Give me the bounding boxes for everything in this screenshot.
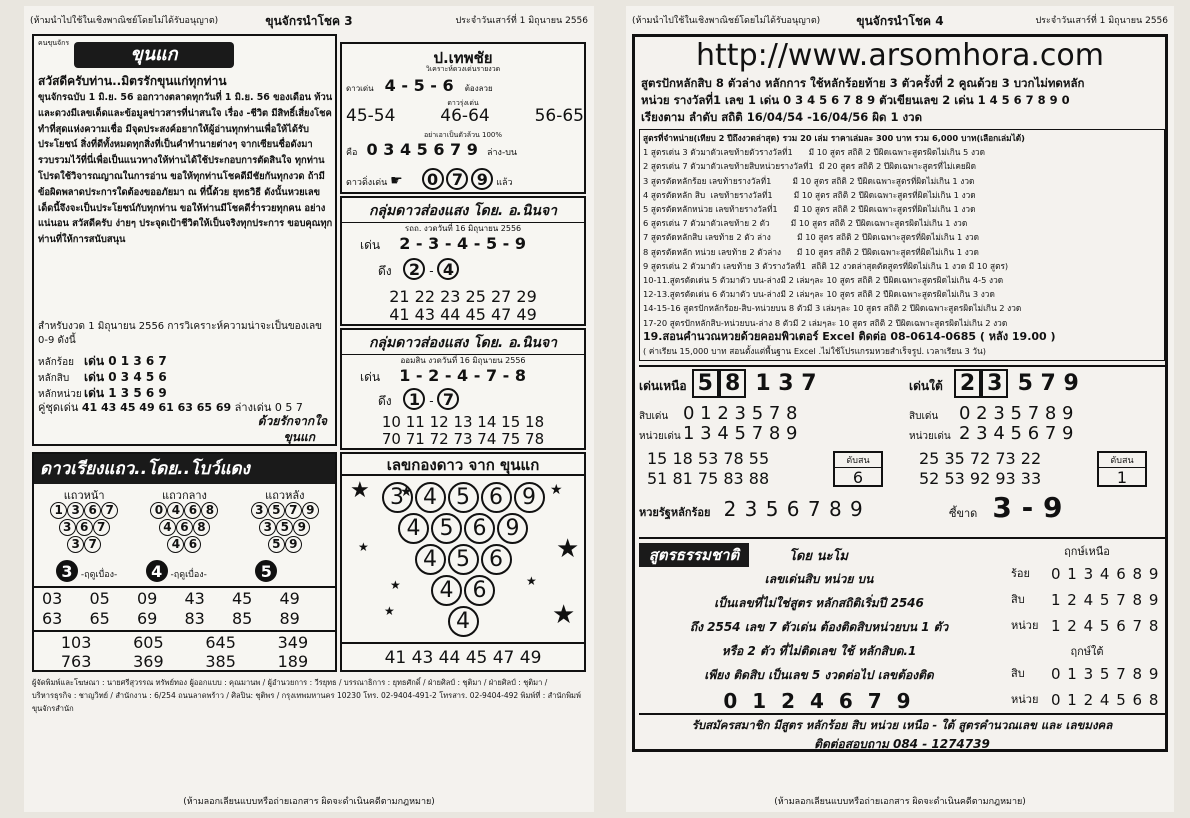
triangle-digit: 5 <box>431 513 462 544</box>
triangle-title: เลขกองดาว จาก ขุนแก <box>342 454 584 476</box>
cluster2-panel <box>340 328 586 450</box>
excel-line: 19.สอนคำนวณหวยด้วยคอมพิวเตอร์ Excel ติดต่อ 08-0614-0685 ( หลัง 19.00 ) <box>643 329 1056 343</box>
digit-circle: 3 <box>67 502 84 519</box>
triangle-digit: 9 <box>514 482 545 513</box>
cluster2-sub: ออมสิน งวดวันที่ 16 มิถุนายน 2556 <box>400 356 526 365</box>
south-pairs: 25 35 72 73 22 52 53 92 93 33 <box>919 449 1042 488</box>
row-group <box>34 502 134 558</box>
row-group <box>134 502 234 558</box>
stat-row: หลักร้อย เด่น 0 1 3 6 7 <box>38 354 167 368</box>
header-title: ขุนจักรนำโชค 4 <box>856 14 944 28</box>
three-digit-grid <box>34 630 335 672</box>
sale-item: 7 สูตรตัดหลักสิบ เลขท้าย 2 ตัว ล่าง มี 10 สูตร สถิติ 2 ปีผิดเฉพาะสูตรที่ผิดไม่เกิน 1 งวด <box>643 232 980 243</box>
grid-cell: 65 <box>89 609 110 628</box>
sale-item: 8 สูตรตัดหลัก หน่วย เลขท้าย 2 ตัวล่าง มี 10 สูตร สถิติ 2 ปีผิดเฉพาะสูตรที่ผิดไม่เกิน 1 งวด <box>643 246 979 257</box>
tepchai-panel <box>340 42 586 194</box>
stat-row: หลักหน่วย เด่น 1 3 5 6 9 <box>38 386 167 400</box>
intro-title: สวัสดีครับท่าน..มิตรรักขุนแก่ทุกท่าน <box>38 74 227 88</box>
formula-lines: สูตรปักหลักสิบ 8 ตัวล่าง หลักการ ใช้หลักร้อยท้าย 3 ตัวครั้งที่ 2 คูณด้วย 3 บวกไม่ทดหลัก หน่วย รางวัลที่1 เลข 1 เด่น 0 3 4 5 6 7 8 9 ตัวเขียนเลข 2 เด่น 1 4 5 6 7 8 9 0 เรียงตาม ลำดับ สถิติ 16/04/54 -16/04/56 ผิด 1 งวด <box>641 76 1085 124</box>
digit-circle: 6 <box>84 502 101 519</box>
tepchai-c: ดาวดิ่งเด่น ☛ 0 7 9 แล้ว <box>346 170 513 189</box>
cluster2-title: กลุ่มดาวส่องแสง โดย. อ.นินจา <box>342 332 584 355</box>
cluster1-sub: รถถ. งวดวันที่ 16 มิถุนายน 2556 <box>404 224 522 233</box>
grid-cell: 63 <box>42 609 63 628</box>
triangle-bottom: 41 43 44 45 47 49 <box>342 642 584 668</box>
header-date: ประจำวันเสาร์ที่ 1 มิถุนายน 2556 <box>455 16 588 26</box>
triangle-digit: 4 <box>415 544 446 575</box>
triangle-digit: 4 <box>448 606 479 637</box>
digit-circle: 6 <box>184 536 201 553</box>
hundreds-row: หวยรัฐหลักร้อย 2 3 5 6 7 8 9 <box>639 497 864 521</box>
triangle-digit: 6 <box>464 575 495 606</box>
naruto-panel <box>639 537 1165 713</box>
north-south-panel <box>639 365 1165 535</box>
star-icon: ★ <box>384 604 395 618</box>
stats-list <box>38 354 167 402</box>
digit-circle: 6 <box>176 519 193 536</box>
logo-caption: คนขุนจักร <box>38 39 70 47</box>
grid-cell: 05 <box>89 589 110 608</box>
naruto-by: โดย นะโม <box>789 549 848 564</box>
naruto-big: 0 1 2 4 6 7 9 <box>723 689 915 713</box>
cluster1-pair: ดึง 2 - 4 <box>378 258 459 281</box>
triangle-digit: 4 <box>431 575 462 606</box>
row-circle-groups <box>34 502 335 558</box>
side-row: สิบ 0 1 3 5 7 8 9 <box>1011 665 1160 683</box>
triangle-panel <box>340 452 586 672</box>
south-units: หน่วยเด่น 2 3 4 5 6 7 9 <box>909 423 1074 444</box>
sale-item: 9 สูตรเด่น 2 ตัวมาตัว เลขท้าย 3 ตัวรางวัลที่1 สถิติ 12 งวดล่าสุดตัดสูตรที่ผิดไม่เกิน 1 งวด มี 10 สูตร) <box>643 260 1009 271</box>
rows-banner: ดาวเรียงแถว..โดย..โบว์แดง <box>34 454 335 484</box>
triangle-digit: 4 <box>398 513 429 544</box>
khun-kae-logo: ขุนแก <box>74 42 234 68</box>
cluster2-lead: เด่น 1 - 2 - 4 - 7 - 8 <box>360 366 526 385</box>
cluster2-pair: ดึง 1 - 7 <box>378 388 459 411</box>
digit-circle: 3 <box>59 519 76 536</box>
digit-circle: 9 <box>285 536 302 553</box>
digit-circle: 4 <box>167 536 184 553</box>
star-icon: ★ <box>400 484 413 500</box>
digit-circle: 5 <box>268 502 285 519</box>
header-title: ขุนจักรนำโชค 3 <box>265 14 353 28</box>
sale-item: 12-13.สูตรตัดเด่น 6 ตัวมาตัว บน-ล่างมี 2 เล่มๆละ 10 สูตร สถิติ 2 ปีผิดเฉพาะสูตรผิดไม่เกิน 3 งวด <box>643 289 995 300</box>
cluster1-rows: 21 22 23 25 27 29 41 43 44 45 47 49 <box>389 287 537 324</box>
triangle-digit: 6 <box>481 544 512 575</box>
north-pairs: 15 18 53 78 55 51 81 75 83 88 <box>647 449 770 488</box>
digit-circle: 7 <box>101 502 118 519</box>
digit-circle: 6 <box>76 519 93 536</box>
right-page-header <box>632 10 1168 32</box>
digit-circle: 8 <box>201 502 218 519</box>
stat-row: หลักสิบ เด่น 0 3 4 5 6 <box>38 370 167 384</box>
digit-circle: 7 <box>285 502 302 519</box>
triangle-digit: 5 <box>448 544 479 575</box>
tepchai-pairs: 45-54 46-64 56-65 <box>346 106 584 126</box>
grid-cell: 03 <box>42 589 63 608</box>
grid-cell: 85 <box>232 609 253 628</box>
sale-items <box>643 145 1161 330</box>
side-row: หน่วย 1 2 4 5 6 7 8 <box>1011 617 1160 635</box>
header-notice: (ห้ามนำไปใช้ในเชิงพาณิชย์โดยไม่ได้รับอนุญาต) <box>30 16 219 26</box>
south-lead: เด่นใต้ 2 3 5 7 9 <box>909 371 1079 396</box>
digit-circle: 8 <box>193 519 210 536</box>
right-footer: (ห้ามลอกเลียนแบบหรือถ่ายเอกสาร ผิดจะดำเนินคดีตามกฎหมาย) <box>774 797 1026 807</box>
grid-cell: 605 <box>133 633 164 652</box>
side-table: ฤกษ์เหนือ ร้อย 0 1 3 4 6 8 9 สิบ 1 2 4 5 7 8 9 หน่วย 1 2 4 5 6 7 8 ฤกษ์ใต้ สิบ 0 1 3 5 7 8 9 หน่วย 0 1 2 4 5 6 8 <box>1011 543 1163 713</box>
grid-cell: 369 <box>133 652 164 671</box>
side-row: สิบ 1 2 4 5 7 8 9 <box>1011 591 1160 609</box>
sale-item: 5 สูตรตัดหลักหน่วย เลขท้ายรางวัลที่1 มี 10 สูตร สถิติ 2 ปีผิดเฉพาะสูตรที่ผิดไม่เกิน 1 งวด <box>643 204 976 215</box>
naruto-line: เพียง ติดสิบ เป็นเลข 5 งวดต่อไป เลขต้องติด <box>704 668 934 682</box>
signer: ขุนแก <box>283 430 315 444</box>
intro-panel <box>32 34 337 446</box>
star-icon: ★ <box>390 578 401 592</box>
grid-cell: 385 <box>205 652 236 671</box>
excel-note: ( ค่าเรียน 15,000 บาท สอนตั้งแต่พื้นฐาน Excel .ไม่ใช้โปรแกรมหวยสำเร็จรูป. เวลาเรียน 3 วัน) <box>643 346 986 357</box>
tepchai-sub: วิเคราะห์ดวงเด่นรายงวด <box>425 65 501 73</box>
star-icon: ★ <box>358 540 369 554</box>
pairs-row: คู่ชุดเด่น 41 43 45 49 61 63 65 69 ล่างเด่น 0 5 7 <box>38 401 303 414</box>
grid-cell: 349 <box>277 633 309 652</box>
north-tens: สิบเด่น 0 1 2 3 5 7 8 <box>639 403 798 424</box>
grid-cell: 189 <box>277 652 309 671</box>
star-icon: ★ <box>556 534 580 564</box>
digit-circle: 9 <box>302 502 319 519</box>
right-frame <box>632 34 1168 752</box>
triangle-digit: 6 <box>464 513 495 544</box>
digit-circle: 3 <box>251 502 268 519</box>
row-heads: แถวหน้า แถวกลาง แถวหลัง <box>63 489 305 502</box>
triangle-digit: 3 <box>382 482 413 513</box>
draw-line: สำหรับงวด 1 มิถุนายน 2556 การวิเคราะห์ความน่าจะเป็นของเลข 0-9 ดังนี้ <box>38 321 322 346</box>
digit-circle: 7 <box>84 536 101 553</box>
digit-circle: 4 <box>159 519 176 536</box>
tepchai-lead: ดาวเด่น 4 - 5 - 6 ต้องลวย <box>346 76 493 95</box>
grid-cell: 09 <box>137 589 158 608</box>
star-icon: ★ <box>350 478 370 503</box>
cluster1-lead: เด่น 2 - 3 - 4 - 5 - 9 <box>360 234 526 253</box>
header-notice: (ห้ามนำไปใช้ในเชิงพาณิชย์โดยไม่ได้รับอนุญาต) <box>632 16 821 26</box>
sale-item: 14-15-16 สูตรปักหลักร้อย-สิบ-หน่วยบน 8 ตัวมี 3 เล่มๆละ 10 สูตร สถิติ 2 ปีผิดเฉพาะสูตรผิดไม่เกิน 2 งวด <box>643 303 1022 314</box>
two-digit-grid <box>34 586 335 628</box>
hand-pointer-icon: ☛ <box>390 173 403 189</box>
naruto-lines <box>639 567 999 687</box>
zs-row: ซี้ขาด 3 - 9 <box>949 491 1063 524</box>
triangle-grid <box>342 482 584 638</box>
sale-item: 1 สูตรเด่น 3 ตัวมาตัวเลขท้ายตัวรางวัลที่1 มี 10 สูตร สถิติ 2 ปีผิดเฉพาะสูตรผิดไม่เกิน 5 งวด <box>643 147 986 158</box>
north-units: หน่วยเด่น 1 3 4 5 7 8 9 <box>639 423 798 444</box>
header-date: ประจำวันเสาร์ที่ 1 มิถุนายน 2556 <box>1035 16 1168 26</box>
star-icon: ★ <box>552 600 576 630</box>
side-row: หน่วย 0 1 2 4 5 6 8 <box>1011 691 1160 709</box>
side-rows-south <box>1011 661 1163 713</box>
south-dubson: ดับสน 1 <box>1097 451 1147 487</box>
grid-cell: 645 <box>205 633 236 652</box>
bottom-promo-panel <box>639 713 1165 754</box>
grid-cell: 89 <box>279 609 300 628</box>
grid-cell: 43 <box>184 589 205 608</box>
cluster2-rows: 10 11 12 13 14 15 18 70 71 72 73 74 75 78 <box>381 413 545 448</box>
sale-item: 17-20 สูตรปักหลักสิบ-หน่วยบน-ล่าง 8 ตัวมี 2 เล่มๆละ 10 สูตร สถิติ 2 ปีผิดเฉพาะสูตรผิดไม่เกิน 2 งวด <box>643 317 1008 328</box>
left-page <box>24 6 594 812</box>
right-page <box>626 6 1174 812</box>
south-tens: สิบเด่น 0 2 3 5 7 8 9 <box>909 403 1074 424</box>
grid-cell: 45 <box>232 589 253 608</box>
digit-circle: 1 <box>50 502 67 519</box>
tepchai-note1: ดาวรุ่งเด่น <box>447 99 479 107</box>
rows-panel <box>32 452 337 672</box>
signature: ด้วยรักจากใจ <box>257 414 327 428</box>
naruto-line: เป็นเลขที่ไม่ใช่สูตร หลักสถิติเริ่มปี 2546 <box>714 596 924 610</box>
cluster1-panel <box>340 196 586 326</box>
naruto-line: เลขเด่นสิบ หน่วย บน <box>764 572 874 586</box>
sale-item: 2 สูตรเด่น 7 ตัวมาตัวเลขท้ายสิบหน่วยรางวัลที่1 มี 20 สูตร สถิติ 2 ปีผิดเฉพาะสูตรที่ไม่เคยผิด <box>643 161 976 172</box>
sale-item: 4 สูตรตัดหลัก สิบ เลขท้ายรางวัลที่1 มี 10 สูตร สถิติ 2 ปีผิดเฉพาะสูตรที่ผิดไม่เกิน 1 งวด <box>643 189 976 200</box>
triangle-digit: 4 <box>415 482 446 513</box>
left-footer: (ห้ามลอกเลียนแบบหรือถ่ายเอกสาร ผิดจะดำเนินคดีตามกฎหมาย) <box>183 797 435 807</box>
side-rows-north <box>1011 561 1163 639</box>
digit-circle: 5 <box>276 519 293 536</box>
naruto-line: ถึง 2554 เลข 7 ตัวเด่น ต้องติดสิบหน่วยบน 1 ตัว <box>689 620 949 634</box>
credits: ผู้จัดพิมพ์และโฆษณา : นายศรีสุวรรณ ทรัพย์ทอง ผู้ออกแบบ : คุณมานพ / ผู้อำนวยการ : วีรยุทธ / บรรณาธิการ : ยุทธศักดิ์ / ฝ่ายศิลป์ : ชุติมา / ฝ่ายศิลป์ : ชุติมา / บริหารธุรกิจ : ชาญวิทย์ / สำนักงาน : 6/254 ถนนลาดพร้าว / ศิลปิน: ชุติพร / กรุงเทพมหานคร 10230 โทร. 02-9404-491-2 โทรสาร. 02-9404-492 พิมพ์ที่ : สำนักพิมพ์ขุนจักรสำนัก <box>32 678 581 713</box>
north-lead: เด่นเหนือ 5 8 1 3 7 <box>639 371 817 396</box>
cluster1-title: กลุ่มดาวส่องแสง โดย. อ.นินจา <box>342 200 584 223</box>
grid-cell: 103 <box>60 633 92 652</box>
row-badges: 3 -ฤดูเบื่อง- 4 -ฤดูเบื่อง- 5 <box>34 560 335 584</box>
tepchai-b: คือ 0 3 4 5 6 7 9 ล่าง-บน <box>346 140 518 159</box>
north-dubson: ดับสน 6 <box>833 451 883 487</box>
grid-cell: 83 <box>184 609 205 628</box>
triangle-digit: 5 <box>448 482 479 513</box>
triangle-digit: 9 <box>497 513 528 544</box>
grid-cell: 49 <box>279 589 300 608</box>
grid-cell: 763 <box>60 652 92 671</box>
bottom-phone: ติดต่อสอบถาม 084 - 1274739 <box>814 737 990 751</box>
digit-circle: 3 <box>67 536 84 553</box>
star-icon: ★ <box>550 482 563 498</box>
sale-box: สูตรที่จำหน่าย(เทียบ 2 ปีถึงงวดล่าสุด) รวม 20 เล่ม ราคาเล่มละ 300 บาท รวม 6,000 บาท(เลือกเล่มได้) 1 สูตรเด่น 3 ตัวมาตัวเลขท้ายตัวรางวัลที่1 มี 10 สูตร สถิติ 2 ปีผิดเฉพาะสูตรผิดไม่เกิน 5 งวด 2 สูตรเด่น 7 ตัวมาตัวเลขท้ายสิบหน่วยรางวัลที่1 มี 20 สูตร สถิติ 2 ปีผิดเฉพาะสูตรที่ไม่เคยผิด 3 สูตรตัดหลักร้อย เลขท้ายรางวัลที่1 มี 10 สูตร สถิติ 2 ปีผิดเฉพาะสูตรที่ผิดไม่เกิน 1 งวด 4 สูตรตัดหลัก สิบ เลขท้ายรางวัลที่1 มี 10 สูตร สถิติ 2 ปีผิดเฉพาะสูตรที่ผิดไม่เกิน 1 งวด 5 สูตรตัดหลักหน่วย เลขท้ายรางวัลที่1 มี 10 สูตร สถิติ 2 ปีผิดเฉพาะสูตรที่ผิดไม่เกิน 1 งวด 6 สูตรเด่น 7 ตัวมาตัวเลขท้าย 2 ตัว มี 10 สูตร สถิติ 2 ปีผิดเฉพาะสูตรผิดไม่เกิน 1 งวด 7 สูตรตัดหลักสิบ เลขท้าย 2 ตัว ล่าง มี 10 สูตร สถิติ 2 ปีผิดเฉพาะสูตรที่ผิดไม่เกิน 1 งวด 8 สูตรตัดหลัก หน่วย เลขท้าย 2 ตัวล่าง มี 10 สูตร สถิติ 2 ปีผิดเฉพาะสูตรที่ผิดไม่เกิน 1 งวด 9 สูตรเด่น 2 ตัวมาตัว เลขท้าย 3 ตัวรางวัลที่1 สถิติ 12 งวดล่าสุดตัดสูตรที่ผิดไม่เกิน 1 งวด มี 10 สูตร) 10-11.สูตรตัดเด่น 5 ตัวมาตัว บน-ล่างมี 2 เล่มๆละ 10 สูตร สถิติ 2 ปีผิดเฉพาะสูตรผิดไม่เกิน 4-5 งวด 12-13.สูตรตัดเด่น 6 ตัวมาตัว บน-ล่างมี 2 เล่มๆละ 10 สูตร สถิติ 2 ปีผิดเฉพาะสูตรผิดไม่เกิน 3 งวด 14-15-16 สูตรปักหลักร้อย-สิบ-หน่วยบน 8 ตัวมี 3 เล่มๆละ 10 สูตร สถิติ 2 ปีผิดเฉพาะสูตรผิดไม่เกิน 2 งวด 17-20 สูตรปักหลักสิบ-หน่วยบน-ล่าง 8 ตัวมี 2 เล่มๆละ 10 สูตร สถิติ 2 ปีผิดเฉพาะสูตรผิดไม่เกิน 2 งวด 19.สอนคำนวณหวยด้วยคอมพิวเตอร์ Excel ติดต่อ 08-0614-0685 ( หลัง 19.00 ) ( ค่าเรียน 15,000 บาท สอนตั้งแต่พื้นฐาน Excel .ไม่ใช้โปรแกรมหวยสำเร็จรูป. เวลาเรียน 3 วัน) <box>639 129 1165 361</box>
triangle-digit: 6 <box>481 482 512 513</box>
digit-circle: 4 <box>167 502 184 519</box>
sale-item: 6 สูตรเด่น 7 ตัวมาตัวเลขท้าย 2 ตัว มี 10 สูตร สถิติ 2 ปีผิดเฉพาะสูตรผิดไม่เกิน 1 งวด <box>643 218 968 229</box>
star-icon: ★ <box>526 574 537 588</box>
site-url[interactable]: http://www.arsomhora.com <box>696 38 1104 73</box>
sale-item: 3 สูตรตัดหลักร้อย เลขท้ายรางวัลที่1 มี 10 สูตร สถิติ 2 ปีผิดเฉพาะสูตรที่ผิดไม่เกิน 1 งวด <box>643 175 975 186</box>
digit-circle: 3 <box>259 519 276 536</box>
intro-body: ขุนจักรฉบับ 1 มิ.ย. 56 ออกวางตลาดทุกวันที่ 1 มิ.ย. 56 ของเดือน ท้วนและดวงมีเลขเด็ดและข้อมูลข่าวสารที่น่าสนใจ เรื่อง -ชีวิต มีสิทธิ์เสี่ยงโชค ทำที่สุดแห่งความเชื่อ มีจุดประสงค์อยากให้ผู้อ่านทุกท่านเพื่อให้ได้รับประโยชน์ สิ่งที่ดีทั้งหมดทุกสิ่งที่เป็นคำทำนายต่างๆ จากเซียนชื่อดังมารวบรวมไว้ที่นี่เพื่อเป็นแนวทางให้ท่านได้ใช้ประกอบการตัดสินใจ ทุกท่านโปรดใช้วิจารณญาณในการอ่าน ขอให้ทุกท่านโชคดีมีชัยกันทุกงวด ถ้ามีข้อผิดพลาดประการใดต้องขออภัยมา ณ ที่นี้ด้วย ยุทธวิธี ดังนั้นหวยเลขเด็ดนี้จึงจะเป็นประโยชน์กับทุกท่าน ขอให้ท่านมีโชคดีร่ำรวยทุกคน อย่างแน่นอน สวัสดีครับ ง่ายๆ ประจุดเป้าชีวิตให้เป็นจริงทุกประการ ขอบคุณทุกท่านที่ให้การสนับสนุน <box>38 92 333 246</box>
tepchai-note2: อย่าเอาเป็นตัวล้วน 100% <box>423 131 503 139</box>
side-row: ร้อย 0 1 3 4 6 8 9 <box>1011 565 1160 583</box>
naruto-line: หรือ 2 ตัว ที่ไม่ติดเลข ใช้ หลักสิบด.1 <box>721 644 917 658</box>
bottom-promo: รับสมัครสมาชิก มีสูตร หลักร้อย สิบ หน่วย เหนือ - ใต้ สูตรคำนวณเลข และ เลขมงคล <box>691 718 1113 732</box>
digit-circle: 5 <box>268 536 285 553</box>
digit-circle: 6 <box>184 502 201 519</box>
digit-circle: 0 <box>150 502 167 519</box>
digit-circle: 7 <box>93 519 110 536</box>
grid-cell: 69 <box>137 609 158 628</box>
sale-item: 10-11.สูตรตัดเด่น 5 ตัวมาตัว บน-ล่างมี 2 เล่มๆละ 10 สูตร สถิติ 2 ปีผิดเฉพาะสูตรผิดไม่เกิน 4-5 งวด <box>643 275 1004 286</box>
digit-circle: 9 <box>293 519 310 536</box>
row-group <box>235 502 335 558</box>
naruto-logo: สูตรธรรมชาติ <box>639 543 749 567</box>
left-page-header <box>30 10 588 32</box>
tepchai-name: ป.เทพชัย <box>433 49 493 67</box>
